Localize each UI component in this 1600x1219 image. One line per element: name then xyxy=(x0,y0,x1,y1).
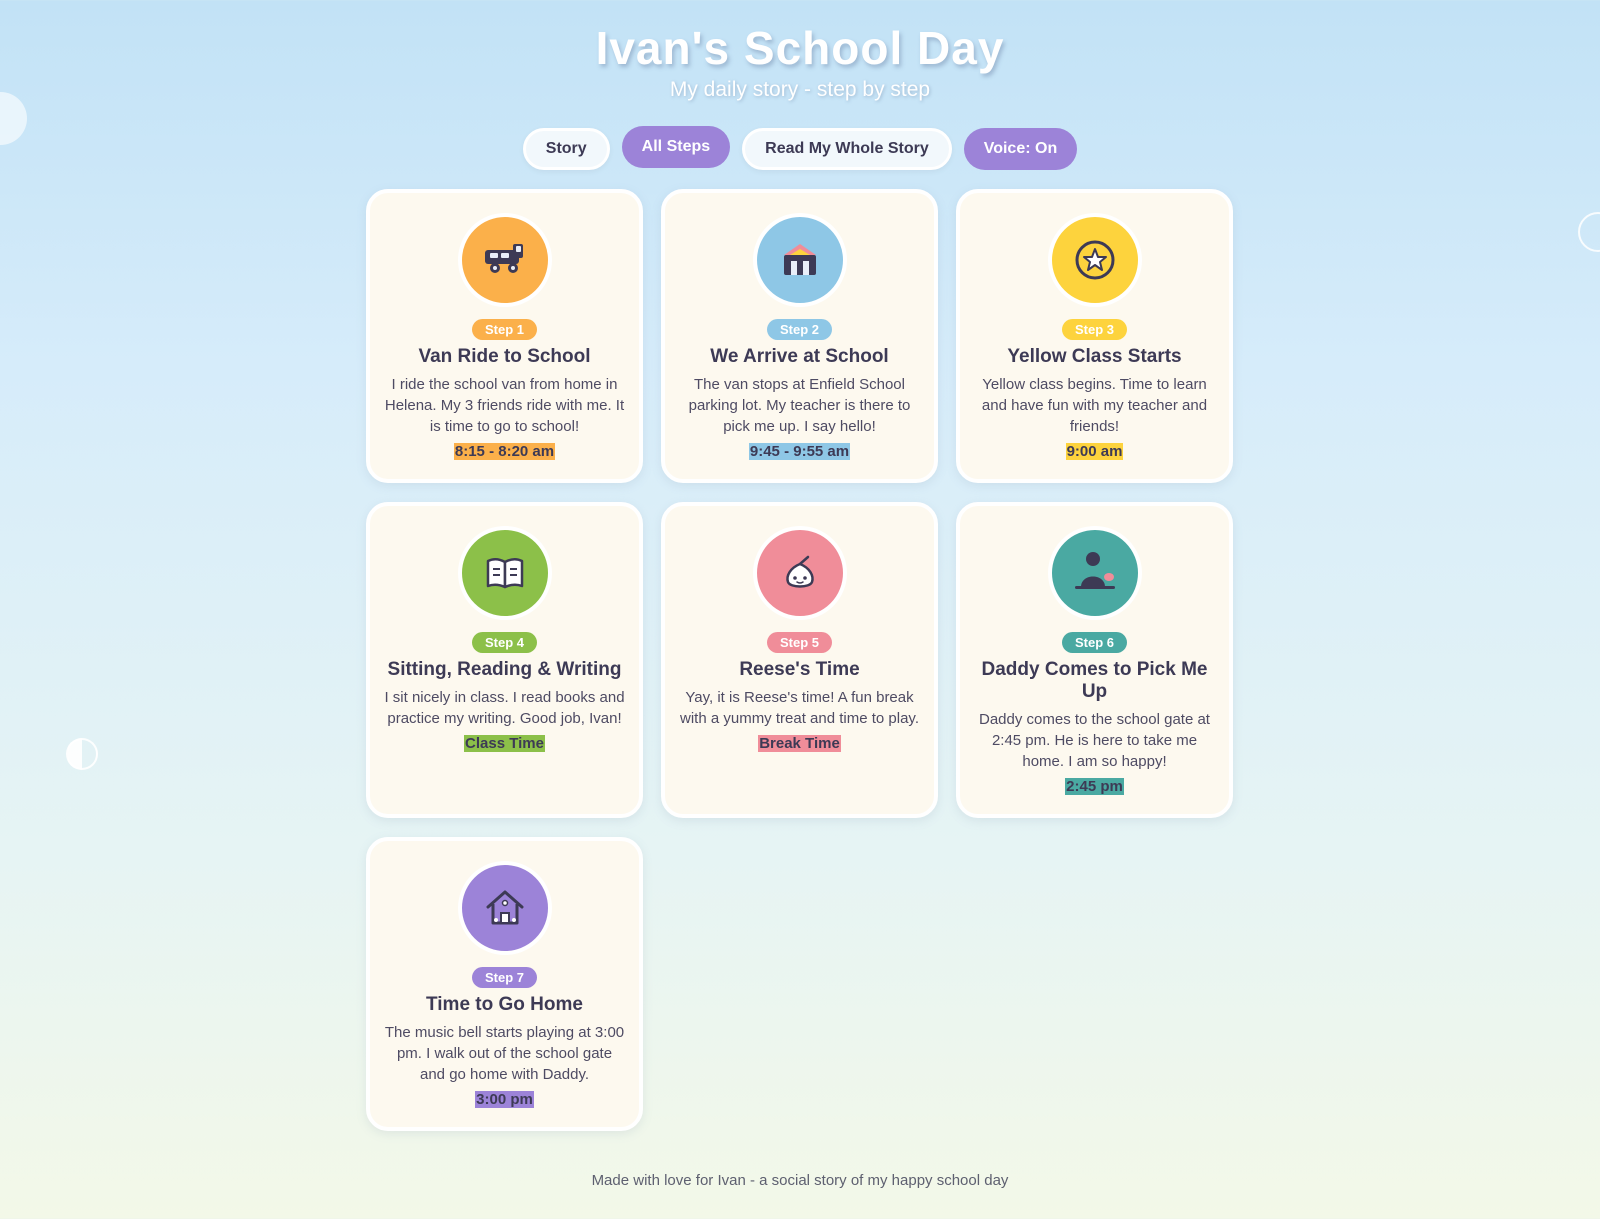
daddy-icon xyxy=(1073,551,1117,595)
step-time: 2:45 pm xyxy=(1066,778,1123,795)
page-footer xyxy=(0,1172,1600,1189)
treat-icon xyxy=(782,554,818,592)
step-badge: Step 5 xyxy=(767,632,832,653)
step-icon-circle xyxy=(753,526,847,620)
step-time: Break Time xyxy=(759,735,840,752)
page-title: Ivan's School Day xyxy=(595,22,1005,74)
footer-text: Made with love for Ivan - a social story of my happy school day xyxy=(591,1172,1009,1189)
van-icon xyxy=(483,242,527,278)
steps-grid xyxy=(366,189,1234,1131)
step-icon-circle xyxy=(458,861,552,955)
step-time: 3:00 pm xyxy=(476,1091,533,1108)
step-badge: Step 6 xyxy=(1062,632,1127,653)
step-badge: Step 3 xyxy=(1062,319,1127,340)
step-time: Class Time xyxy=(465,735,544,752)
step-card-3[interactable] xyxy=(956,189,1233,483)
step-time: 8:15 - 8:20 am xyxy=(454,443,555,460)
step-icon-circle xyxy=(1048,526,1142,620)
step-title: Yellow Class Starts xyxy=(1007,346,1182,367)
open-book-icon xyxy=(485,556,525,590)
step-description: Yellow class begins. Time to learn and have fun with my teacher and friends! xyxy=(981,376,1208,435)
voice-toggle-button[interactable]: Voice: On xyxy=(964,128,1078,170)
step-icon-circle xyxy=(753,213,847,307)
step-badge: Step 4 xyxy=(472,632,537,653)
story-button[interactable]: Story xyxy=(523,128,610,170)
step-icon-circle xyxy=(458,213,552,307)
step-description: The van stops at Enfield School parking lot. My teacher is there to pick me up. I say hello! xyxy=(688,376,911,435)
step-card-2[interactable] xyxy=(661,189,938,483)
school-building-icon xyxy=(780,241,820,279)
step-time: 9:45 - 9:55 am xyxy=(749,443,850,460)
step-title: Van Ride to School xyxy=(418,346,591,367)
step-card-1[interactable] xyxy=(366,189,643,483)
home-icon xyxy=(484,889,526,927)
step-title: Daddy Comes to Pick Me Up xyxy=(981,659,1208,702)
step-title: We Arrive at School xyxy=(710,346,889,367)
step-time: 9:00 am xyxy=(1066,443,1123,460)
page-subtitle: My daily story - step by step xyxy=(669,78,931,101)
step-badge: Step 7 xyxy=(472,967,537,988)
step-card-6[interactable] xyxy=(956,502,1233,818)
star-icon xyxy=(1074,239,1116,281)
read-story-button[interactable]: Read My Whole Story xyxy=(742,128,952,170)
step-icon-circle xyxy=(458,526,552,620)
step-card-5[interactable] xyxy=(661,502,938,818)
step-card-7[interactable] xyxy=(366,837,643,1131)
decorative-circle xyxy=(1578,212,1600,252)
step-title: Sitting, Reading & Writing xyxy=(387,659,622,680)
all-steps-button[interactable]: All Steps xyxy=(622,126,730,168)
page-header xyxy=(0,0,1600,102)
step-description: I sit nicely in class. I read books and practice my writing. Good job, Ivan! xyxy=(384,689,625,727)
step-description: The music bell starts playing at 3:00 pm. I walk out of the school gate and go home with Daddy. xyxy=(384,1024,625,1083)
step-title: Reese's Time xyxy=(739,659,860,680)
step-card-4[interactable] xyxy=(366,502,643,818)
decorative-half-circle xyxy=(66,738,98,770)
step-description: Daddy comes to the school gate at 2:45 pm. He is here to take me home. I am so happy! xyxy=(979,711,1210,770)
step-description: Yay, it is Reese's time! A fun break with a yummy treat and time to play. xyxy=(680,689,919,727)
step-badge: Step 2 xyxy=(767,319,832,340)
step-icon-circle xyxy=(1048,213,1142,307)
toolbar xyxy=(0,128,1600,170)
step-title: Time to Go Home xyxy=(426,994,583,1015)
step-description: I ride the school van from home in Helena. My 3 friends ride with me. It is time to go to school! xyxy=(384,376,625,435)
step-badge: Step 1 xyxy=(472,319,537,340)
